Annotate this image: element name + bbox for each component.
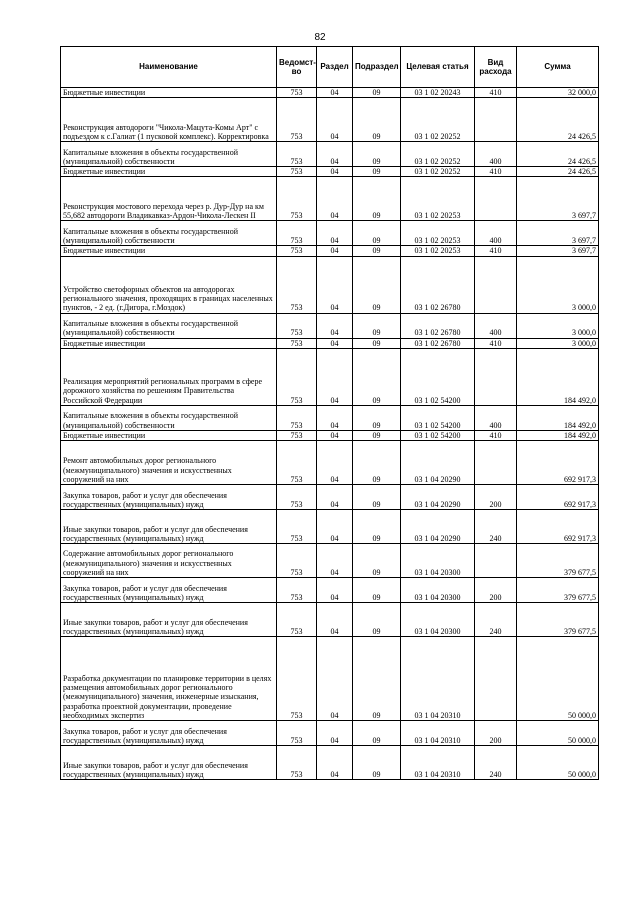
row-dept: 753 (277, 246, 317, 256)
row-section: 04 (317, 440, 353, 484)
row-subsection: 09 (353, 221, 401, 246)
row-section: 04 (317, 602, 353, 636)
row-exp-type: 200 (475, 577, 517, 602)
row-subsection: 09 (353, 440, 401, 484)
page-number: 82 (314, 32, 326, 43)
header-amount: Сумма (517, 47, 599, 88)
table-row (61, 88, 599, 98)
row-exp-type: 410 (475, 88, 517, 98)
row-target: 03 1 02 20252 (401, 142, 475, 167)
row-name: Капитальные вложения в объекты государственной (муниципальной) собственности (61, 142, 277, 167)
row-dept: 753 (277, 543, 317, 577)
row-target: 03 1 02 20253 (401, 221, 475, 246)
table-row (61, 98, 599, 142)
row-subsection: 09 (353, 543, 401, 577)
row-section: 04 (317, 98, 353, 142)
row-exp-type: 240 (475, 509, 517, 543)
row-name: Капитальные вложения в объекты государственной (муниципальной) собственности (61, 405, 277, 430)
row-section: 04 (317, 338, 353, 348)
table-row (61, 636, 599, 720)
table-row (61, 167, 599, 177)
row-section: 04 (317, 256, 353, 313)
row-subsection: 09 (353, 484, 401, 509)
row-target: 03 1 04 20300 (401, 577, 475, 602)
row-section: 04 (317, 88, 353, 98)
row-amount: 50 000,0 (517, 636, 599, 720)
row-amount: 3 697,7 (517, 177, 599, 221)
row-exp-type: 410 (475, 167, 517, 177)
row-section: 04 (317, 221, 353, 246)
row-dept: 753 (277, 745, 317, 779)
row-dept: 753 (277, 602, 317, 636)
table-row (61, 221, 599, 246)
header-target: Целевая статья (401, 47, 475, 88)
row-dept: 753 (277, 484, 317, 509)
row-exp-type: 200 (475, 484, 517, 509)
row-exp-type: 410 (475, 246, 517, 256)
row-target: 03 1 04 20290 (401, 509, 475, 543)
row-section: 04 (317, 577, 353, 602)
budget-table (60, 46, 599, 780)
table-row (61, 543, 599, 577)
table-row (61, 509, 599, 543)
row-subsection: 09 (353, 430, 401, 440)
header-dept: Ведомст-во (277, 47, 317, 88)
row-subsection: 09 (353, 246, 401, 256)
row-dept: 753 (277, 577, 317, 602)
row-exp-type: 200 (475, 720, 517, 745)
row-target: 03 1 02 26780 (401, 338, 475, 348)
table-row (61, 177, 599, 221)
table-row (61, 577, 599, 602)
row-target: 03 1 02 54200 (401, 348, 475, 405)
row-subsection: 09 (353, 142, 401, 167)
row-exp-type (475, 440, 517, 484)
row-section: 04 (317, 636, 353, 720)
row-amount: 184 492,0 (517, 430, 599, 440)
row-name: Капитальные вложения в объекты государственной (муниципальной) собственности (61, 313, 277, 338)
row-subsection: 09 (353, 177, 401, 221)
row-dept: 753 (277, 430, 317, 440)
row-name: Иные закупки товаров, работ и услуг для обеспечения государственных (муниципальных) нужд (61, 509, 277, 543)
row-subsection: 09 (353, 313, 401, 338)
row-dept: 753 (277, 167, 317, 177)
row-section: 04 (317, 167, 353, 177)
row-target: 03 1 04 20290 (401, 484, 475, 509)
row-exp-type: 240 (475, 745, 517, 779)
row-exp-type: 400 (475, 221, 517, 246)
row-target: 03 1 02 54200 (401, 430, 475, 440)
row-target: 03 1 02 20253 (401, 246, 475, 256)
row-amount: 24 426,5 (517, 98, 599, 142)
row-subsection: 09 (353, 405, 401, 430)
table-row (61, 256, 599, 313)
row-name: Закупка товаров, работ и услуг для обеспечения государственных (муниципальных) нужд (61, 720, 277, 745)
row-subsection: 09 (353, 745, 401, 779)
row-name: Содержание автомобильных дорог регионального (межмуниципального) значения и искусственных сооружений на них (61, 543, 277, 577)
row-amount: 379 677,5 (517, 577, 599, 602)
table-row (61, 720, 599, 745)
table-row (61, 348, 599, 405)
row-subsection: 09 (353, 577, 401, 602)
row-section: 04 (317, 720, 353, 745)
table-row (61, 430, 599, 440)
row-exp-type: 400 (475, 142, 517, 167)
row-section: 04 (317, 745, 353, 779)
row-exp-type (475, 636, 517, 720)
row-dept: 753 (277, 348, 317, 405)
row-exp-type: 410 (475, 338, 517, 348)
row-section: 04 (317, 177, 353, 221)
row-target: 03 1 02 54200 (401, 405, 475, 430)
row-target: 03 1 02 20252 (401, 167, 475, 177)
row-dept: 753 (277, 338, 317, 348)
row-section: 04 (317, 142, 353, 167)
row-dept: 753 (277, 509, 317, 543)
row-subsection: 09 (353, 348, 401, 405)
row-subsection: 09 (353, 167, 401, 177)
row-section: 04 (317, 405, 353, 430)
row-subsection: 09 (353, 720, 401, 745)
row-amount: 50 000,0 (517, 745, 599, 779)
row-amount: 3 000,0 (517, 338, 599, 348)
table-row (61, 484, 599, 509)
row-dept: 753 (277, 636, 317, 720)
row-exp-type: 400 (475, 405, 517, 430)
row-section: 04 (317, 430, 353, 440)
row-name: Реконструкция мостового перехода через р. Дур-Дур на км 55,682 автодороги Владикавказ-Ардон-Чикола-Лескен II (61, 177, 277, 221)
row-name: Закупка товаров, работ и услуг для обеспечения государственных (муниципальных) нужд (61, 484, 277, 509)
row-target: 03 1 04 20300 (401, 602, 475, 636)
row-subsection: 09 (353, 338, 401, 348)
row-exp-type: 410 (475, 430, 517, 440)
row-dept: 753 (277, 256, 317, 313)
row-amount: 692 917,3 (517, 440, 599, 484)
row-exp-type (475, 543, 517, 577)
row-target: 03 1 04 20300 (401, 543, 475, 577)
row-target: 03 1 04 20310 (401, 720, 475, 745)
row-amount: 184 492,0 (517, 348, 599, 405)
row-amount: 3 000,0 (517, 313, 599, 338)
row-amount: 379 677,5 (517, 602, 599, 636)
row-name: Разработка документации по планировке территории в целях размещения автомобильных дорог регионального (межмуниципального) значения, инженерные изыскания, разработка проектной документации, проведение необходимых экспертиз (61, 636, 277, 720)
row-amount: 3 000,0 (517, 256, 599, 313)
row-amount: 692 917,3 (517, 484, 599, 509)
row-target: 03 1 02 20243 (401, 88, 475, 98)
row-exp-type (475, 177, 517, 221)
row-exp-type (475, 348, 517, 405)
row-amount: 3 697,7 (517, 221, 599, 246)
row-subsection: 09 (353, 636, 401, 720)
row-amount: 3 697,7 (517, 246, 599, 256)
row-dept: 753 (277, 440, 317, 484)
row-exp-type (475, 98, 517, 142)
row-name: Бюджетные инвестиции (61, 338, 277, 348)
row-amount: 692 917,3 (517, 509, 599, 543)
header-exp-type: Вид расхода (475, 47, 517, 88)
row-exp-type (475, 256, 517, 313)
row-target: 03 1 02 26780 (401, 313, 475, 338)
row-name: Реализация мероприятий региональных программ в сфере дорожного хозяйства по решениям Правительства Российской Федерации (61, 348, 277, 405)
row-dept: 753 (277, 405, 317, 430)
row-name: Бюджетные инвестиции (61, 430, 277, 440)
table-row (61, 602, 599, 636)
row-name: Устройство светофорных объектов на автодорогах регионального значения, проходящих в границах населенных пунктов, - 2 ед. (г.Дигора, г.Моздок) (61, 256, 277, 313)
row-target: 03 1 02 20252 (401, 98, 475, 142)
row-section: 04 (317, 348, 353, 405)
row-dept: 753 (277, 313, 317, 338)
table-row (61, 142, 599, 167)
header-name: Наименование (61, 47, 277, 88)
row-subsection: 09 (353, 256, 401, 313)
row-name: Бюджетные инвестиции (61, 167, 277, 177)
table-row (61, 440, 599, 484)
row-amount: 24 426,5 (517, 142, 599, 167)
row-name: Бюджетные инвестиции (61, 88, 277, 98)
row-subsection: 09 (353, 88, 401, 98)
header-subsection: Подраздел (353, 47, 401, 88)
row-target: 03 1 02 20253 (401, 177, 475, 221)
row-name: Реконструкция автодороги "Чикола-Мацута-Комы Арт" с подъездом к с.Галиат (1 пусковой комплекс). Корректировка (61, 98, 277, 142)
row-dept: 753 (277, 142, 317, 167)
row-amount: 50 000,0 (517, 720, 599, 745)
row-dept: 753 (277, 720, 317, 745)
row-target: 03 1 04 20290 (401, 440, 475, 484)
row-name: Ремонт автомобильных дорог регионального (межмуниципального) значения и искусственных сооружений на них (61, 440, 277, 484)
row-target: 03 1 04 20310 (401, 636, 475, 720)
row-name: Бюджетные инвестиции (61, 246, 277, 256)
row-section: 04 (317, 543, 353, 577)
table-row (61, 246, 599, 256)
row-name: Иные закупки товаров, работ и услуг для обеспечения государственных (муниципальных) нужд (61, 602, 277, 636)
header-section: Раздел (317, 47, 353, 88)
table-row (61, 313, 599, 338)
row-section: 04 (317, 246, 353, 256)
table-body (61, 88, 599, 780)
row-amount: 184 492,0 (517, 405, 599, 430)
row-exp-type: 400 (475, 313, 517, 338)
row-name: Иные закупки товаров, работ и услуг для обеспечения государственных (муниципальных) нужд (61, 745, 277, 779)
row-dept: 753 (277, 98, 317, 142)
row-exp-type: 240 (475, 602, 517, 636)
table-header (61, 47, 599, 88)
row-amount: 24 426,5 (517, 167, 599, 177)
row-target: 03 1 02 26780 (401, 256, 475, 313)
row-amount: 32 000,0 (517, 88, 599, 98)
row-name: Закупка товаров, работ и услуг для обеспечения государственных (муниципальных) нужд (61, 577, 277, 602)
row-subsection: 09 (353, 602, 401, 636)
table-row (61, 405, 599, 430)
row-amount: 379 677,5 (517, 543, 599, 577)
row-section: 04 (317, 509, 353, 543)
table-row (61, 745, 599, 779)
table-row (61, 338, 599, 348)
row-dept: 753 (277, 221, 317, 246)
row-dept: 753 (277, 88, 317, 98)
row-subsection: 09 (353, 509, 401, 543)
row-section: 04 (317, 484, 353, 509)
row-dept: 753 (277, 177, 317, 221)
row-section: 04 (317, 313, 353, 338)
row-target: 03 1 04 20310 (401, 745, 475, 779)
row-subsection: 09 (353, 98, 401, 142)
row-name: Капитальные вложения в объекты государственной (муниципальной) собственности (61, 221, 277, 246)
